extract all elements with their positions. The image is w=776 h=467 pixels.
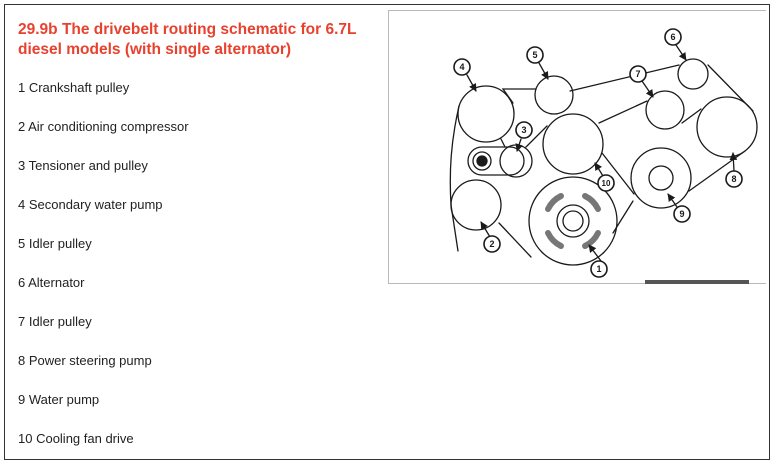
pulley-1-slot: [548, 196, 561, 209]
legend-item-4: 4 Secondary water pump: [18, 197, 163, 212]
callout-8: [726, 171, 742, 187]
legend-item-1: 1 Crankshaft pulley: [18, 80, 130, 95]
belt-segment: [501, 139, 505, 147]
pulley-1-hub: [557, 205, 589, 237]
svg-text:7: 7: [635, 69, 641, 79]
legend-item-8: 8 Power steering pump: [18, 353, 152, 368]
callout-9: [674, 206, 690, 222]
callout-2: [484, 236, 500, 252]
figure-stamp: [645, 280, 749, 284]
legend-item-6: 6 Alternator: [18, 275, 85, 290]
callout-3: [516, 122, 532, 138]
pulley-1-bore: [563, 211, 583, 231]
callout-6: [665, 29, 681, 45]
svg-text:1: 1: [596, 264, 602, 274]
pulley-9-hub: [649, 166, 673, 190]
legend-item-3: 3 Tensioner and pulley: [18, 158, 148, 173]
leader-5: [539, 63, 548, 79]
tensioner-bolt: [477, 156, 487, 166]
leader-10: [595, 163, 603, 176]
belt-segment: [599, 101, 647, 123]
pulley-1-slot: [585, 196, 598, 209]
svg-text:10: 10: [601, 179, 611, 188]
belt-diagram-svg: [389, 11, 767, 285]
pulley-7: [646, 91, 684, 129]
pulley-6: [678, 59, 708, 89]
pulley-9: [631, 148, 691, 208]
svg-text:3: 3: [521, 125, 527, 135]
pulley-3: [500, 145, 532, 177]
figure-title: 29.9b The drivebelt routing schematic for 6.7L diesel models (with single alternator): [18, 21, 357, 58]
svg-text:5: 5: [532, 50, 538, 60]
legend-item-9: 9 Water pump: [18, 392, 100, 407]
callout-7: [630, 66, 646, 82]
leader-6: [676, 45, 686, 60]
svg-text:2: 2: [489, 239, 495, 249]
legend-item-7: 7 Idler pulley: [18, 314, 92, 329]
belt-segment: [503, 89, 536, 103]
leader-7: [642, 81, 653, 97]
leader-4: [467, 75, 476, 91]
legend-item-5: 5 Idler pulley: [18, 236, 92, 251]
pulley-2: [451, 180, 501, 230]
pulley-1-slot: [548, 233, 561, 246]
belt-segment: [570, 65, 679, 91]
legend-item-2: 2 Air conditioning compressor: [18, 119, 189, 134]
svg-text:8: 8: [731, 174, 737, 184]
belt-segment: [450, 106, 459, 251]
callout-1: [591, 261, 607, 277]
callout-4: [454, 59, 470, 75]
pulley-10: [543, 114, 603, 174]
pulley-4: [458, 86, 514, 142]
belt-segment: [499, 223, 531, 257]
svg-text:6: 6: [670, 32, 676, 42]
legend-item-10: 10 Cooling fan drive: [18, 431, 134, 446]
belt-segment: [613, 201, 633, 233]
belt-diagram: [388, 10, 766, 284]
svg-text:9: 9: [679, 209, 685, 219]
callout-5: [527, 47, 543, 63]
belt-segment: [708, 65, 753, 111]
pulley-1-slot: [585, 233, 598, 246]
pulley-5: [535, 76, 573, 114]
svg-text:4: 4: [459, 62, 465, 72]
callout-10: [598, 175, 614, 191]
